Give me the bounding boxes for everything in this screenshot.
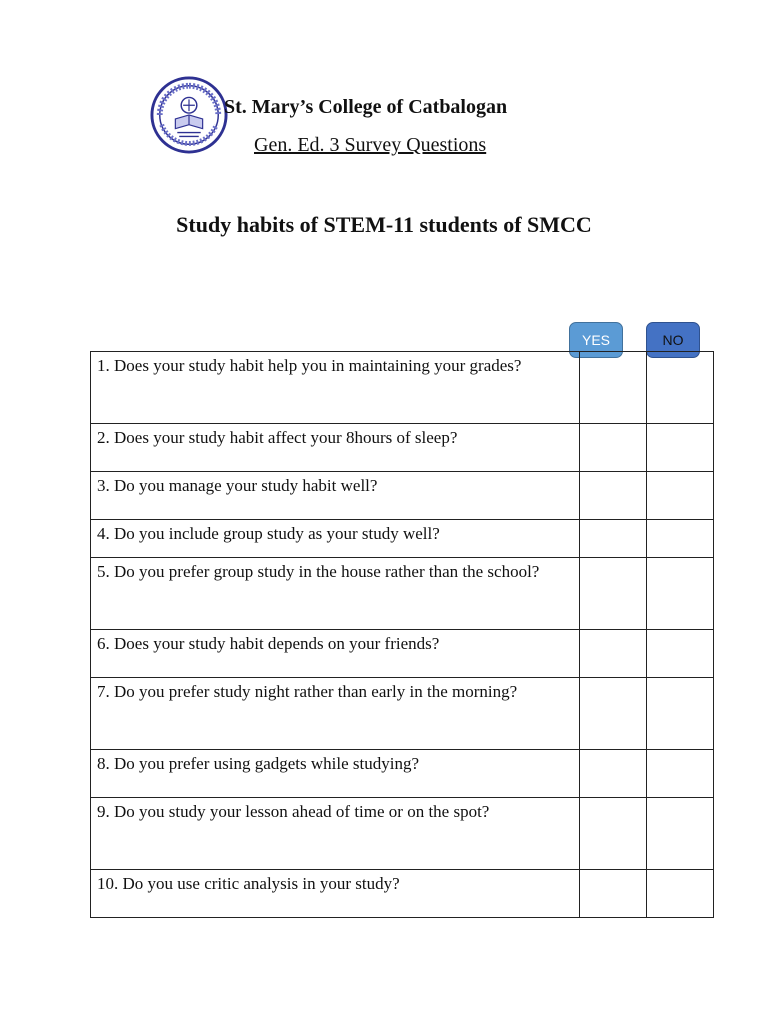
survey-table bbox=[90, 351, 714, 918]
table-row bbox=[91, 750, 714, 798]
college-name: St. Mary’s College of Catbalogan bbox=[224, 96, 508, 118]
yes-answer-cell[interactable] bbox=[580, 424, 647, 472]
yes-answer-cell[interactable] bbox=[580, 520, 647, 558]
question-text: 10. Do you use critic analysis in your study? bbox=[91, 870, 580, 918]
yes-answer-cell[interactable] bbox=[580, 750, 647, 798]
table-row bbox=[91, 630, 714, 678]
yes-answer-cell[interactable] bbox=[580, 630, 647, 678]
yes-answer-cell[interactable] bbox=[580, 798, 647, 870]
college-seal-logo bbox=[150, 76, 228, 154]
no-answer-cell[interactable] bbox=[647, 520, 714, 558]
yes-answer-cell[interactable] bbox=[580, 870, 647, 918]
no-answer-cell[interactable] bbox=[647, 750, 714, 798]
no-answer-cell[interactable] bbox=[647, 352, 714, 424]
table-row bbox=[91, 520, 714, 558]
table-row bbox=[91, 472, 714, 520]
yes-answer-cell[interactable] bbox=[580, 472, 647, 520]
question-text: 1. Does your study habit help you in maintaining your grades? bbox=[91, 352, 580, 424]
no-answer-cell[interactable] bbox=[647, 424, 714, 472]
question-text: 3. Do you manage your study habit well? bbox=[91, 472, 580, 520]
table-row bbox=[91, 558, 714, 630]
no-answer-cell[interactable] bbox=[647, 472, 714, 520]
no-answer-cell[interactable] bbox=[647, 798, 714, 870]
question-text: 4. Do you include group study as your study well? bbox=[91, 520, 580, 558]
no-answer-cell[interactable] bbox=[647, 870, 714, 918]
survey-subtitle: Gen. Ed. 3 Survey Questions bbox=[254, 134, 487, 156]
question-text: 9. Do you study your lesson ahead of time or on the spot? bbox=[91, 798, 580, 870]
no-button[interactable]: NO bbox=[646, 322, 700, 358]
table-row bbox=[91, 424, 714, 472]
yes-answer-cell[interactable] bbox=[580, 352, 647, 424]
question-text: 7. Do you prefer study night rather than early in the morning? bbox=[91, 678, 580, 750]
yes-answer-cell[interactable] bbox=[580, 558, 647, 630]
table-row bbox=[91, 678, 714, 750]
no-answer-cell[interactable] bbox=[647, 558, 714, 630]
question-text: 8. Do you prefer using gadgets while studying? bbox=[91, 750, 580, 798]
table-row bbox=[91, 798, 714, 870]
question-text: 6. Does your study habit depends on your friends? bbox=[91, 630, 580, 678]
table-row bbox=[91, 870, 714, 918]
yes-answer-cell[interactable] bbox=[580, 678, 647, 750]
survey-title: Study habits of STEM-11 students of SMCC bbox=[176, 212, 592, 237]
no-answer-cell[interactable] bbox=[647, 630, 714, 678]
no-answer-cell[interactable] bbox=[647, 678, 714, 750]
yes-button[interactable]: YES bbox=[569, 322, 623, 358]
table-row bbox=[91, 352, 714, 424]
question-text: 5. Do you prefer group study in the house rather than the school? bbox=[91, 558, 580, 630]
question-text: 2. Does your study habit affect your 8hours of sleep? bbox=[91, 424, 580, 472]
